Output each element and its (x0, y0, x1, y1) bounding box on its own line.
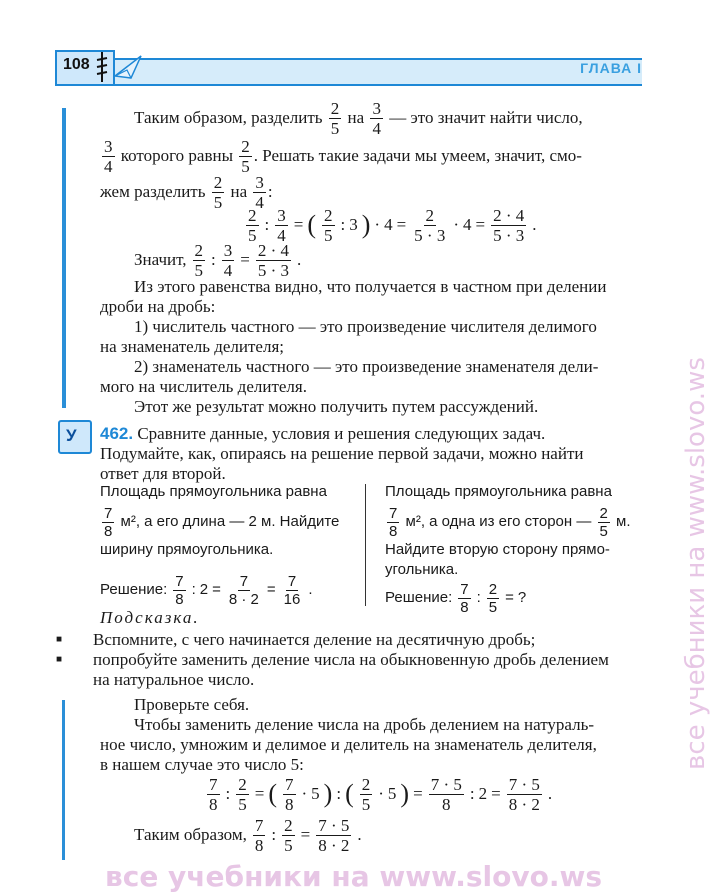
spiral-icon (95, 52, 109, 82)
fraction: $\frac{2}{5}$ (241, 136, 250, 176)
bottom-watermark: все учебники на www.slovo.ws (105, 860, 602, 893)
paper-plane-icon (113, 54, 143, 80)
column-divider (365, 484, 366, 606)
check-section: Проверьте себя. Чтобы заменить деление числа на дробь делением на натураль- ное число, умножим и делимое и делитель на знаменатель делителя, в нашем случае это число 5: (100, 695, 597, 774)
exercise-badge: У (58, 420, 92, 454)
left-task: Площадь прямоугольника равна $\frac{7}{8}$ м², а его длина — 2 м. Найдите ширину прямоугольника. Решение: $\frac{7}{8}$ : 2 = $\frac{7}{8 \cdot 2}$ = $\frac{7}{16}$ . (100, 483, 340, 608)
exercise-462-text: 462. Сравните данные, условия и решения следующих задач. Подумайте, как, опираясь на решение первой задачи, можно найти ответ для второй. (100, 424, 584, 483)
formula-1: $\frac{2}{5}$ : $\frac{3}{4}$ = ( $\frac{2}{5}$ : 3 ) · 4 = $\frac{2}{5 \cdot 3}$ · 4 = $\frac{2 \cdot 4}{5 \cdot 3}$ . (248, 205, 537, 245)
fraction: $\frac{3}{4}$ (372, 98, 381, 138)
bullet-icon: ■ (56, 654, 63, 665)
header-band (109, 58, 642, 86)
fraction: $\frac{3}{4}$ (255, 172, 264, 212)
page-header (55, 48, 642, 86)
bullet-icon: ■ (56, 634, 63, 645)
para-line-1: Таким образом, разделить $\frac{2}{5}$ на $\frac{3}{4}$ — это значит найти число, (134, 98, 583, 138)
check-marker-bar (62, 700, 65, 860)
page-number: 108 (63, 56, 90, 73)
fraction: $\frac{2}{5}$ (213, 172, 223, 212)
para-line-2: $\frac{3}{4}$ которого равны $\frac{2}{5}$ . Решать такие задачи мы умеем, значит, смо- (104, 136, 582, 176)
side-watermark: все учебники на www.slovo.ws (681, 357, 711, 770)
formula-2: Значит, $\frac{2}{5}$ : $\frac{3}{4}$ = $\frac{2 \cdot 4}{5 \cdot 3}$ . (134, 240, 302, 280)
hint-title: Подсказка. (100, 608, 200, 627)
fraction: $\frac{2}{5}$ (330, 98, 340, 138)
right-task: Площадь прямоугольника равна $\frac{7}{8}$ м², а одна из его сторон — $\frac{2}{5}$ м. Найдите вторую сторону прямо- угольника. Решение: $\frac{7}{8}$ : $\frac{2}{5}$ = ? (385, 483, 631, 616)
formula-4: Таким образом, $\frac{7}{8}$ : $\frac{2}{5}$ = $\frac{7 \cdot 5}{8 \cdot 2}$ . (134, 815, 362, 855)
formula-3: $\frac{7}{8}$ : $\frac{2}{5}$ = ( $\frac{7}{8}$ · 5 ) : ( $\frac{2}{5}$ · 5 ) = $\frac{7 \cdot 5}{8}$ : 2 = $\frac{7 \cdot 5}{8 \cdot 2}$ . (209, 774, 553, 814)
paragraph-3: Из этого равенства видно, что получается в частном при делении дроби на дробь: 1) числитель частного — это произведение числителя делимого на знаменатель делителя; 2) знаменатель частного — это произведение знаменателя дели- мого на числитель делителя. Этот же результат можно получить путем рассуждений. (100, 277, 607, 416)
exercise-number: 462. (100, 424, 134, 443)
hint-bullets: ■ Вспомните, с чего начинается деление на десятичную дробь; ■ попробуйте заменить деление числа на обыкновенную дробь делением на натуральное число. (56, 630, 609, 689)
section-marker-bar (62, 108, 66, 408)
para-line-3: жем разделить $\frac{2}{5}$ на $\frac{3}{4}$ : (100, 172, 273, 212)
chapter-title: ГЛАВА I (580, 60, 642, 76)
fraction: $\frac{3}{4}$ (104, 136, 113, 176)
